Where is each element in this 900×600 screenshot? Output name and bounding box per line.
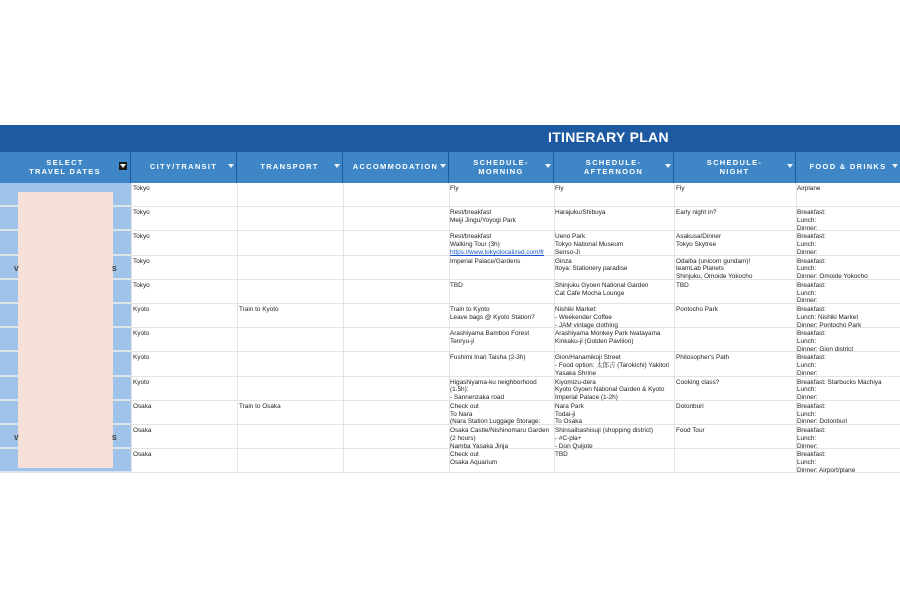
cell-line: Dinner: (797, 224, 818, 232)
cell-line: Kinkaku-ji (Golden Pavilion) (555, 337, 634, 345)
column-divider (449, 183, 450, 473)
cell-line: Gion/Hanamikoji Street (555, 354, 621, 362)
cell-line: Rest/breakfast (450, 233, 492, 241)
cell-line: Leave bags @ Kyoto Station? (450, 313, 535, 321)
morning-cell[interactable] (450, 233, 552, 256)
cell-line: Ginza (555, 257, 572, 265)
cell-line: Breakfast: (797, 233, 826, 241)
food-cell[interactable] (797, 427, 900, 450)
cell-line: Todai-ji (555, 410, 576, 418)
cell-line: Senso-Ji (555, 248, 580, 256)
cell-line: Breakfast: Starbucks Machiya (797, 378, 882, 386)
table-row (0, 377, 900, 401)
night-cell[interactable] (676, 354, 794, 362)
cell-line: Lunch: (797, 289, 817, 297)
cell-line: Philosopher's Path (676, 354, 730, 362)
filter-arrow-icon[interactable] (892, 164, 898, 168)
cell-line: - JAM vintage clothing (555, 321, 618, 329)
food-cell[interactable] (797, 209, 900, 232)
cell-line: Dinner: Airport/plane (797, 466, 856, 474)
cell-line: Fly (555, 185, 564, 192)
night-cell[interactable] (676, 306, 794, 314)
cell-line: Tokyo (133, 281, 150, 289)
cell-line: Lunch: (797, 434, 817, 442)
morning-cell[interactable] (450, 282, 552, 290)
city-cell[interactable] (133, 451, 233, 459)
table-row (0, 304, 900, 328)
cell-line: Dotonburi (676, 402, 704, 410)
cell-line: Check out (450, 451, 479, 459)
cell-line: Itoya: Stationery paradise (555, 265, 628, 273)
cell-line: Train to Kyoto (239, 306, 279, 313)
cell-line: Osaka (133, 427, 152, 434)
title-bar (0, 125, 900, 152)
row-fragment: S (112, 266, 117, 273)
morning-cell[interactable] (450, 451, 552, 467)
morning-cell[interactable] (450, 185, 552, 193)
cell-line: Arashiyama Monkey Park Iwatayama (555, 330, 661, 338)
night-cell[interactable] (676, 258, 794, 281)
row-fragment: V (14, 435, 19, 442)
night-cell[interactable] (676, 379, 794, 387)
cell-line: Lunch: Nishiki Market (797, 313, 859, 321)
city-cell[interactable] (133, 427, 233, 435)
city-cell[interactable] (133, 233, 233, 241)
cell-line: Food Tour (676, 427, 705, 434)
cell-line: TBD (555, 451, 568, 459)
cell-line: Ueno Park (555, 233, 586, 241)
transport-cell[interactable] (239, 403, 339, 411)
cell-line: - #C-pla+ (555, 434, 582, 442)
cell-line: Walking Tour (3h) (450, 241, 500, 249)
afternoon-cell[interactable] (555, 306, 673, 329)
afternoon-cell[interactable] (555, 282, 673, 298)
cell-line: Pontocho Park (676, 306, 718, 313)
morning-cell[interactable] (450, 403, 552, 426)
cell-line: Breakfast: (797, 281, 826, 289)
cell-line: Cooking class? (676, 378, 720, 386)
cell-line: Kyoto Gyoen National Garden & Kyoto (555, 386, 665, 394)
header-accommodation[interactable]: ACCOMMODATION (343, 152, 449, 183)
table-row (0, 231, 900, 255)
cell-line: Lunch: (797, 241, 817, 249)
table-row (0, 401, 900, 425)
night-cell[interactable] (676, 427, 794, 435)
cell-line: Fly (450, 185, 459, 192)
cell-line: Asakusa/Dinner (676, 233, 722, 241)
morning-cell[interactable] (450, 427, 552, 450)
cell-line: Lunch: (797, 386, 817, 394)
cell-line: Tokyo (133, 257, 150, 265)
cell-line: Dinner: Omoide Yokocho (797, 273, 868, 281)
food-cell[interactable] (797, 379, 900, 402)
sheet-title: ITINERARY PLAN (548, 129, 669, 145)
city-cell[interactable] (133, 330, 233, 338)
cell-line: Imperial Palace (1-2h) (555, 394, 618, 402)
cell-line: Dinner: (797, 248, 818, 256)
cell-line: Tokyo (133, 233, 150, 241)
filter-arrow-icon[interactable] (545, 164, 551, 168)
cell-line: (Nara Station Luggage Storage: (450, 418, 541, 426)
table-row (0, 207, 900, 231)
cell-line: Kyoto (133, 378, 150, 386)
night-cell[interactable] (676, 209, 794, 217)
afternoon-cell[interactable] (555, 379, 673, 402)
cell-line: TBD (676, 281, 689, 289)
cell-line: Dinner: Gion district (797, 345, 854, 353)
column-divider (796, 183, 797, 473)
city-cell[interactable] (133, 306, 233, 314)
column-divider (131, 183, 132, 473)
cell-line: (1.5h): (450, 386, 469, 394)
food-cell[interactable] (797, 403, 900, 426)
cell-line: Tokyo National Museum (555, 241, 624, 249)
food-cell[interactable] (797, 451, 900, 474)
cell-line: Namba Yasaka Jinja (450, 442, 509, 450)
filter-arrow-icon[interactable] (440, 164, 446, 168)
cell-line: Kyoto (133, 354, 150, 362)
food-cell[interactable] (797, 282, 900, 305)
cell-line: Breakfast: (797, 402, 826, 410)
cell-line: Odaiba (unicorn gundam)! (676, 257, 751, 265)
cell-line: Higashiyama-ku neighborhood (450, 378, 537, 386)
cell-line: Cat Cafe Mocha Lounge (555, 289, 625, 297)
column-divider (674, 183, 675, 473)
cell-line: Nishiki Market: (555, 306, 597, 313)
cell-line: Lunch: (797, 265, 817, 273)
cell-line: Arashiyama Bamboo Forest (450, 330, 530, 338)
table-row (0, 183, 900, 207)
night-cell[interactable] (676, 282, 794, 290)
cell-line: Fly (676, 185, 685, 192)
cell-line: Osaka (133, 451, 152, 459)
cell-line: Osaka Aquarium (450, 458, 498, 466)
cell-line: Osaka Castle/Nishinomaru Garden (450, 427, 550, 434)
spreadsheet (0, 125, 900, 473)
column-divider (237, 183, 238, 473)
cell-line: Breakfast: (797, 330, 826, 338)
cell-line: Shinjuku Gyoen National Garden (555, 281, 649, 289)
cell-line: Lunch: (797, 458, 817, 466)
cell-line: Tokyo Skytree (676, 241, 717, 249)
header-transport[interactable]: TRANSPORT (237, 152, 343, 183)
afternoon-cell[interactable] (555, 403, 673, 426)
night-cell[interactable] (676, 185, 794, 193)
cell-line: (2 hours) (450, 434, 476, 442)
cell-line: teamLab Planets (676, 265, 724, 273)
tour-link[interactable]: https://www.tokyolocalized.com/fr (450, 248, 545, 256)
cell-line: Shinsaibashisuji (shopping district) (555, 427, 654, 434)
cell-line: Tokyo (133, 209, 150, 217)
cell-line: Yasaka Shrine (555, 369, 597, 377)
city-cell[interactable] (133, 379, 233, 387)
afternoon-cell[interactable] (555, 330, 673, 346)
cell-line: Breakfast: (797, 209, 826, 217)
filter-dropdown-icon[interactable] (119, 162, 127, 170)
cell-line: Dinner: Pontocho Park (797, 321, 862, 329)
morning-cell[interactable] (450, 209, 552, 225)
column-divider (554, 183, 555, 473)
filter-arrow-icon[interactable] (334, 164, 340, 168)
city-cell[interactable] (133, 185, 233, 193)
cell-line: Kyoto (133, 306, 150, 313)
column-divider (343, 183, 344, 473)
cell-line: Shinjuku, Omoide Yokocho (676, 273, 753, 281)
cell-line: - Weekender Coffee (555, 313, 612, 321)
cell-line: TBD (450, 281, 463, 289)
table-row (0, 280, 900, 304)
cell-line: Breakfast: (797, 427, 826, 434)
cell-line: - Food option: 太郎吉 (Tarokichi) Yakitori (555, 362, 670, 370)
cell-line: Lunch: (797, 337, 817, 345)
cell-line: Kyoto (133, 330, 150, 338)
cell-line: Breakfast: (797, 354, 826, 362)
food-cell[interactable] (797, 185, 900, 193)
cell-line: - Sannenzaka road (450, 394, 505, 402)
cell-line: Breakfast: (797, 306, 826, 313)
afternoon-cell[interactable] (555, 258, 673, 274)
cell-line: Imperial Palace/Gardens (450, 257, 521, 265)
filter-arrow-icon[interactable] (228, 164, 234, 168)
filter-arrow-icon[interactable] (787, 164, 793, 168)
cell-line: Check out (450, 402, 479, 410)
night-cell[interactable] (676, 403, 794, 411)
cell-line: Rest/breakfast (450, 209, 492, 217)
cell-line: - Don Quijote (555, 442, 593, 450)
morning-cell[interactable] (450, 379, 552, 402)
cell-line: Tokyo (133, 185, 150, 192)
cell-line: Dinner: (797, 297, 818, 305)
rows-container (0, 183, 900, 473)
afternoon-cell[interactable] (555, 185, 673, 193)
cell-line: Dinner: (797, 394, 818, 402)
cell-line: Breakfast: (797, 257, 826, 265)
morning-cell[interactable] (450, 330, 552, 346)
header-schedule-afternoon[interactable]: SCHEDULE- AFTERNOON (554, 152, 674, 183)
cell-line: Train to Kyoto (450, 306, 490, 313)
header-schedule-night[interactable]: SCHEDULE- NIGHT (674, 152, 796, 183)
cell-line: Train to Osaka (239, 402, 281, 410)
city-cell[interactable] (133, 209, 233, 217)
food-cell[interactable] (797, 330, 900, 353)
afternoon-cell[interactable] (555, 451, 673, 459)
afternoon-cell[interactable] (555, 427, 673, 450)
row-fragment: S (112, 435, 117, 442)
cell-line: Kiyomizu-dera (555, 378, 596, 386)
filter-arrow-icon[interactable] (665, 164, 671, 168)
table-row (0, 425, 900, 449)
cell-line: To Osaka (555, 418, 582, 426)
city-cell[interactable] (133, 282, 233, 290)
afternoon-cell[interactable] (555, 354, 673, 377)
cell-line: Lunch: (797, 362, 817, 370)
cell-line: Lunch: (797, 216, 817, 224)
afternoon-cell[interactable] (555, 233, 673, 256)
night-cell[interactable] (676, 233, 794, 249)
row-fragment: V (14, 266, 19, 273)
table-row (0, 352, 900, 376)
cell-line: Nara Park (555, 402, 584, 410)
header-travel-dates[interactable]: SELECT TRAVEL DATES (0, 152, 131, 183)
cell-line: Lunch: (797, 410, 817, 418)
transport-cell[interactable] (239, 306, 339, 314)
city-cell[interactable] (133, 403, 233, 411)
table-row (0, 256, 900, 280)
cell-line: To Nara (450, 410, 473, 418)
table-row (0, 449, 900, 473)
cell-line: Dinner: (797, 442, 818, 450)
cell-line: Tenryu-ji (450, 337, 475, 345)
food-cell[interactable] (797, 354, 900, 377)
cell-line: Early night in? (676, 209, 717, 217)
food-cell[interactable] (797, 233, 900, 256)
cell-line: Fushimi Inari Taisha (2-3h) (450, 354, 526, 362)
food-cell[interactable] (797, 258, 900, 281)
city-cell[interactable] (133, 354, 233, 362)
cell-line: Dinner: Dotonburi (797, 418, 848, 426)
table-row (0, 328, 900, 352)
cell-line: Harajuku/Shibuya (555, 209, 606, 217)
cell-line: Meiji Jingu/Yoyogi Park (450, 216, 516, 224)
cell-line: Dinner: (797, 369, 818, 377)
cell-line: Osaka (133, 402, 152, 410)
afternoon-cell[interactable] (555, 209, 673, 217)
cell-line: Breakfast: (797, 451, 826, 459)
city-cell[interactable] (133, 258, 233, 266)
food-cell[interactable] (797, 306, 900, 329)
header-food-drinks[interactable]: FOOD & DRINKS (796, 152, 900, 183)
morning-cell[interactable] (450, 258, 552, 266)
morning-cell[interactable] (450, 354, 552, 362)
redacted-area (18, 192, 113, 468)
header-city-transit[interactable]: CITY/TRANSIT (131, 152, 237, 183)
morning-cell[interactable] (450, 306, 552, 322)
header-row (0, 152, 900, 183)
cell-line: Airplane (797, 185, 821, 192)
header-schedule-morning[interactable]: SCHEDULE- MORNING (449, 152, 554, 183)
